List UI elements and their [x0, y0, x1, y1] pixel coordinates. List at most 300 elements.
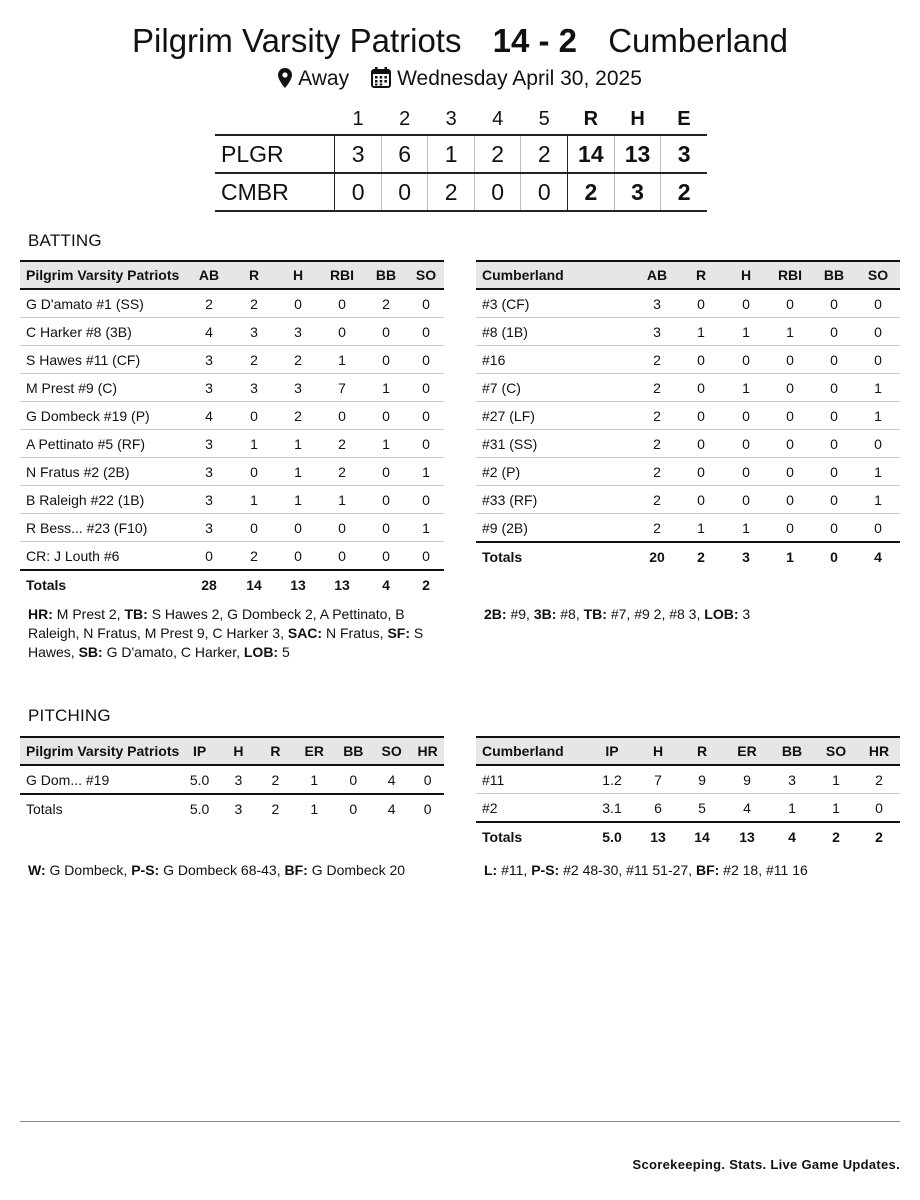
stat-cell: 0 — [874, 295, 882, 312]
stat-cell: 5.0 — [189, 771, 210, 788]
inning-header: 5 — [538, 107, 550, 130]
stat-cell: 0 — [786, 435, 794, 452]
total-stat-cell: 0 — [349, 800, 358, 817]
player-name: S Hawes #11 (CF) — [26, 351, 141, 368]
totals-label: Totals — [482, 828, 523, 845]
column-header: R — [696, 743, 708, 759]
totals-row — [476, 542, 900, 570]
total-runs: 14 — [568, 135, 615, 173]
table-header — [476, 261, 900, 289]
stat-cell: 0 — [338, 519, 346, 536]
line-score-team: PLGR — [215, 135, 335, 173]
stat-cell: 0 — [874, 323, 882, 340]
stat-cell: 0 — [830, 323, 838, 340]
inning-header: 3 — [445, 107, 457, 130]
stat-cell: 0 — [874, 519, 882, 536]
stat-cell: 7 — [338, 379, 346, 396]
note-label: TB: — [583, 606, 607, 622]
player-name: G D'amato #1 (SS) — [26, 295, 144, 312]
line-score-team: CMBR — [215, 173, 335, 211]
stat-cell: 1 — [294, 491, 302, 508]
stat-cell: 2 — [250, 295, 258, 312]
player-name: N Fratus #2 (2B) — [26, 463, 130, 480]
stat-cell: 0 — [382, 323, 390, 340]
stat-cell: 0 — [830, 407, 838, 424]
player-name: #27 (LF) — [482, 407, 535, 424]
stat-cell: 0 — [786, 351, 794, 368]
stat-cell: 0 — [422, 295, 430, 312]
table-row — [20, 374, 444, 402]
stat-cell: 0 — [697, 407, 705, 424]
stat-cell: 0 — [423, 771, 432, 788]
player-name: #7 (C) — [482, 379, 521, 396]
total-stat-cell: 0 — [423, 800, 432, 817]
stat-cell: 4 — [205, 323, 213, 340]
note-text: #8, — [560, 606, 580, 622]
stat-cell: 2 — [294, 407, 302, 424]
column-header: RBI — [777, 267, 803, 283]
away-team-name: Cumberland — [608, 22, 788, 59]
inning-runs: 1 — [428, 135, 475, 173]
player-name: G Dombeck #19 (P) — [26, 407, 150, 424]
stat-cell: 0 — [294, 519, 302, 536]
totals-label: Totals — [26, 800, 63, 817]
total-stat-cell: 3 — [234, 800, 243, 817]
inning-runs: 3 — [335, 135, 382, 173]
stat-cell: 0 — [697, 491, 705, 508]
player-name: #8 (1B) — [482, 323, 528, 340]
player-name: G Dom... #19 — [26, 771, 110, 788]
stat-cell: 0 — [422, 323, 430, 340]
total-stat-cell: 3 — [742, 548, 750, 565]
stat-cell: 3 — [205, 463, 213, 480]
total-stat-cell: 0 — [830, 548, 838, 565]
stat-cell: 1 — [786, 323, 794, 340]
table-row — [476, 486, 900, 514]
table-row — [476, 289, 900, 318]
game-date: Wednesday April 30, 2025 — [397, 67, 642, 90]
stat-cell: 0 — [697, 295, 705, 312]
stat-cell: 0 — [875, 799, 883, 816]
total-stat-cell: 4 — [874, 548, 882, 565]
map-pin-icon — [278, 68, 292, 94]
column-header: H — [233, 743, 244, 759]
line-score-header — [215, 104, 707, 135]
home-batting-table — [20, 260, 444, 598]
column-header: R — [695, 267, 707, 283]
total-stat-cell: 4 — [387, 800, 396, 817]
stat-cell: 0 — [422, 407, 430, 424]
stat-cell: 1 — [832, 771, 840, 788]
total-stat-cell: 4 — [788, 828, 796, 845]
column-header: BB — [781, 743, 803, 759]
total-stat-cell: 2 — [271, 800, 280, 817]
stat-cell: 1 — [874, 463, 882, 480]
stat-cell: 4 — [387, 771, 396, 788]
game-location: Away — [298, 67, 350, 90]
total-hits: 13 — [614, 135, 661, 173]
totals-row — [20, 570, 444, 598]
stat-cell: 9 — [698, 771, 706, 788]
stat-cell: 0 — [422, 547, 430, 564]
stat-cell: 2 — [250, 351, 258, 368]
note-label: SB: — [78, 644, 103, 660]
inning-header: 2 — [399, 107, 411, 130]
table-row — [20, 318, 444, 346]
stat-cell: 0 — [250, 519, 258, 536]
column-header: R — [248, 267, 260, 283]
stat-cell: 0 — [422, 351, 430, 368]
inning-runs: 0 — [381, 173, 428, 211]
total-stat-cell: 14 — [246, 576, 262, 593]
note-text: G D'amato, C Harker, — [106, 644, 240, 660]
away-pitching-table — [476, 736, 900, 850]
player-name: CR: J Louth #6 — [26, 547, 120, 564]
inning-runs: 0 — [537, 178, 551, 205]
stat-cell: 2 — [338, 463, 346, 480]
stat-cell: 1 — [338, 351, 346, 368]
column-header: BB — [375, 267, 397, 283]
pitching-section-title: PITCHING — [28, 706, 111, 725]
inning-runs: 2 — [537, 140, 551, 167]
player-name: R Bess... #23 (F10) — [26, 519, 148, 536]
column-header: AB — [646, 267, 668, 283]
stat-cell: 0 — [742, 463, 750, 480]
stat-cell: 2 — [653, 435, 661, 452]
player-name: C Harker #8 (3B) — [26, 323, 132, 340]
note-text: #11, — [501, 862, 528, 878]
total-stat-cell: 2 — [832, 828, 840, 845]
stat-cell: 2 — [271, 771, 280, 788]
note-label: LOB: — [243, 644, 279, 660]
stat-cell: 1 — [382, 379, 390, 396]
stat-cell: 0 — [786, 491, 794, 508]
note-text: N Fratus, — [325, 625, 384, 641]
total-stat-cell: 13 — [334, 576, 350, 593]
note-text: #7, #9 2, #8 3, — [610, 606, 701, 622]
stat-cell: 0 — [250, 407, 258, 424]
team-name-header: Cumberland — [482, 743, 564, 759]
total-hits: 3 — [614, 173, 661, 211]
game-info — [0, 67, 920, 94]
note-label: 3B: — [533, 606, 557, 622]
table-row — [476, 318, 900, 346]
player-name: B Raleigh #22 (1B) — [26, 491, 145, 508]
stat-cell: 3 — [294, 379, 302, 396]
table-row — [476, 346, 900, 374]
inning-header: 1 — [352, 107, 364, 130]
total-stat-cell: 2 — [422, 576, 430, 593]
stat-cell: 3 — [653, 295, 661, 312]
note-text: #9, — [510, 606, 530, 622]
stat-cell: 2 — [653, 463, 661, 480]
stat-cell: 2 — [382, 295, 390, 312]
stat-cell: 0 — [382, 547, 390, 564]
team-name-header: Pilgrim Varsity Patriots — [26, 743, 180, 759]
stat-cell: 2 — [250, 547, 258, 564]
stat-cell: 3 — [205, 491, 213, 508]
stat-cell: 0 — [422, 379, 430, 396]
total-stat-cell: 2 — [875, 828, 883, 845]
stat-cell: 0 — [830, 519, 838, 536]
column-header: R — [270, 743, 281, 759]
column-header: RBI — [329, 267, 355, 283]
stat-cell: 7 — [654, 771, 662, 788]
table-row — [20, 765, 444, 794]
player-name: #11 — [482, 771, 505, 788]
line-score-row — [215, 135, 707, 173]
column-header: IP — [192, 743, 207, 759]
calendar-icon — [371, 67, 391, 94]
stat-cell: 1 — [422, 519, 430, 536]
stat-cell: 0 — [742, 407, 750, 424]
stat-cell: 1 — [422, 463, 430, 480]
player-name: #2 (P) — [482, 463, 521, 480]
total-stat-cell: 13 — [739, 828, 755, 845]
stat-cell: 1 — [697, 323, 705, 340]
player-name: M Prest #9 (C) — [26, 379, 118, 396]
stat-cell: 6 — [654, 799, 662, 816]
total-errors: 2 — [677, 178, 691, 205]
stat-cell: 2 — [653, 519, 661, 536]
stat-cell: 0 — [742, 351, 750, 368]
stat-cell: 4 — [743, 799, 751, 816]
column-header: AB — [198, 267, 220, 283]
stat-cell: 0 — [349, 771, 358, 788]
stat-cell: 0 — [382, 351, 390, 368]
stat-cell: 1 — [310, 771, 319, 788]
total-stat-cell: 13 — [650, 828, 666, 845]
note-label: 2B: — [484, 606, 507, 622]
note-label: P-S: — [131, 862, 160, 878]
stat-cell: 0 — [697, 435, 705, 452]
note-label: W: — [28, 862, 46, 878]
stat-cell: 1 — [742, 519, 750, 536]
stat-cell: 2 — [875, 771, 883, 788]
stat-cell: 5 — [698, 799, 706, 816]
note-label: L: — [484, 862, 498, 878]
table-row — [20, 514, 444, 542]
stat-cell: 4 — [205, 407, 213, 424]
table-row — [20, 402, 444, 430]
total-stat-cell: 1 — [786, 548, 794, 565]
totals-row — [20, 794, 444, 822]
note-label: SF: — [387, 625, 411, 641]
note-text: 3 — [742, 606, 751, 622]
stat-cell: 1 — [294, 463, 302, 480]
stat-cell: 2 — [338, 435, 346, 452]
stat-cell: 0 — [294, 547, 302, 564]
table-row — [476, 374, 900, 402]
stat-cell: 0 — [830, 435, 838, 452]
stat-cell: 0 — [294, 295, 302, 312]
stat-cell: 0 — [697, 463, 705, 480]
player-name: A Pettinato #5 (RF) — [26, 435, 146, 452]
stat-cell: 0 — [786, 407, 794, 424]
player-name: #2 — [482, 799, 498, 816]
column-header: BB — [823, 267, 845, 283]
away-pitching-notes — [484, 861, 900, 880]
column-header: H — [292, 267, 304, 283]
footer-tagline: Scorekeeping. Stats. Live Game Updates. — [632, 1157, 900, 1172]
stat-cell: 1 — [294, 435, 302, 452]
column-header: SO — [381, 743, 402, 759]
stat-cell: 3 — [205, 435, 213, 452]
player-name: #31 (SS) — [482, 435, 538, 452]
hits-header: H — [630, 107, 645, 130]
inning-runs: 6 — [381, 135, 428, 173]
player-name: #9 (2B) — [482, 519, 528, 536]
inning-runs: 2 — [474, 135, 521, 173]
total-stat-cell: 2 — [697, 548, 705, 565]
table-row — [476, 514, 900, 543]
column-header: ER — [737, 743, 757, 759]
column-header: HR — [417, 743, 438, 759]
stat-cell: 2 — [653, 491, 661, 508]
column-header: SO — [825, 743, 847, 759]
stat-cell: 2 — [653, 379, 661, 396]
table-header — [20, 261, 444, 289]
note-text: #2 48-30, #11 51-27, — [563, 862, 693, 878]
stat-cell: 0 — [697, 351, 705, 368]
home-pitching-table — [20, 736, 444, 822]
table-header — [20, 737, 444, 765]
note-text: G Dombeck 20 — [311, 862, 406, 878]
player-name: #3 (CF) — [482, 295, 530, 312]
stat-cell: 0 — [382, 463, 390, 480]
stat-cell: 0 — [742, 295, 750, 312]
note-label: TB: — [124, 606, 148, 622]
stat-cell: 2 — [653, 351, 661, 368]
stat-cell: 3 — [205, 519, 213, 536]
stat-cell: 0 — [874, 435, 882, 452]
stat-cell: 0 — [830, 351, 838, 368]
note-label: LOB: — [704, 606, 739, 622]
stat-cell: 0 — [382, 407, 390, 424]
note-text: G Dombeck, — [49, 862, 128, 878]
column-header: SO — [415, 267, 437, 283]
note-label: SAC: — [287, 625, 323, 641]
total-stat-cell: 14 — [694, 828, 710, 845]
inning-runs: 0 — [335, 173, 382, 211]
table-header — [476, 737, 900, 765]
stat-cell: 0 — [422, 435, 430, 452]
stat-cell: 0 — [786, 379, 794, 396]
player-name: #16 — [482, 351, 506, 368]
home-pitching-notes — [28, 861, 408, 880]
stat-cell: 2 — [653, 407, 661, 424]
stat-cell: 3.1 — [602, 799, 622, 816]
stat-cell: 1 — [250, 435, 258, 452]
totals-label: Totals — [26, 576, 67, 593]
table-row — [20, 458, 444, 486]
column-header: IP — [605, 743, 619, 759]
stat-cell: 3 — [250, 379, 258, 396]
stat-cell: 1 — [338, 491, 346, 508]
home-batting-notes — [28, 605, 438, 662]
table-row — [476, 458, 900, 486]
stat-cell: 0 — [830, 491, 838, 508]
stat-cell: 3 — [294, 323, 302, 340]
home-team-name: Pilgrim Varsity Patriots — [132, 22, 462, 59]
stat-cell: 2 — [294, 351, 302, 368]
total-stat-cell: 4 — [382, 576, 390, 593]
stat-cell: 0 — [874, 351, 882, 368]
stat-cell: 0 — [205, 547, 213, 564]
table-row — [20, 346, 444, 374]
total-runs: 2 — [568, 173, 615, 211]
note-text: 5 — [281, 644, 290, 660]
stat-cell: 1 — [874, 379, 882, 396]
column-header: HR — [868, 743, 890, 759]
stat-cell: 9 — [743, 771, 751, 788]
total-stat-cell: 28 — [201, 576, 217, 593]
stat-cell: 3 — [205, 351, 213, 368]
final-score: 14 - 2 — [492, 22, 578, 59]
totals-row — [476, 822, 900, 850]
stat-cell: 1 — [250, 491, 258, 508]
stat-cell: 0 — [382, 491, 390, 508]
total-errors: 3 — [677, 140, 691, 167]
stat-cell: 2 — [205, 295, 213, 312]
totals-label: Totals — [482, 548, 523, 565]
line-score-row — [215, 173, 707, 211]
note-label: BF: — [695, 862, 720, 878]
stat-cell: 1 — [874, 491, 882, 508]
runs-header: R — [583, 107, 599, 130]
note-label: P-S: — [531, 862, 560, 878]
table-row — [476, 794, 900, 823]
total-stat-cell: 20 — [649, 548, 665, 565]
note-label: HR: — [28, 606, 53, 622]
away-batting-table — [476, 260, 900, 570]
total-stat-cell: 1 — [310, 800, 319, 817]
total-stat-cell: 5.0 — [602, 828, 622, 845]
column-header: H — [740, 267, 752, 283]
total-stat-cell: 5.0 — [189, 800, 210, 817]
table-row — [20, 486, 444, 514]
team-name-header: Cumberland — [482, 267, 564, 283]
note-text: G Dombeck 68-43, — [163, 862, 281, 878]
batting-section-title: BATTING — [28, 231, 102, 250]
player-name: #33 (RF) — [482, 491, 538, 508]
stat-cell: 0 — [830, 463, 838, 480]
stat-cell: 0 — [786, 295, 794, 312]
stat-cell: 0 — [338, 407, 346, 424]
table-row — [476, 430, 900, 458]
team-name-header: Pilgrim Varsity Patriots — [26, 267, 180, 283]
stat-cell: 0 — [338, 547, 346, 564]
inning-runs: 0 — [474, 173, 521, 211]
stat-cell: 0 — [422, 491, 430, 508]
note-text: S Hawes 2, G Dombeck 2, A Pettinato, B Raleigh, N Fratus, M Prest 9, C Harker 3, — [28, 606, 405, 641]
stat-cell: 0 — [382, 519, 390, 536]
stat-cell: 0 — [830, 295, 838, 312]
note-label: BF: — [284, 862, 308, 878]
stat-cell: 1 — [697, 519, 705, 536]
stat-cell: 3 — [234, 771, 243, 788]
inning-runs: 2 — [428, 173, 475, 211]
column-header: ER — [304, 743, 324, 759]
game-header — [0, 22, 920, 60]
inning-header: 4 — [492, 107, 504, 130]
table-row — [476, 402, 900, 430]
table-row — [20, 289, 444, 318]
stat-cell: 0 — [338, 323, 346, 340]
stat-cell: 0 — [830, 379, 838, 396]
errors-header: E — [677, 107, 691, 130]
stat-cell: 0 — [338, 295, 346, 312]
